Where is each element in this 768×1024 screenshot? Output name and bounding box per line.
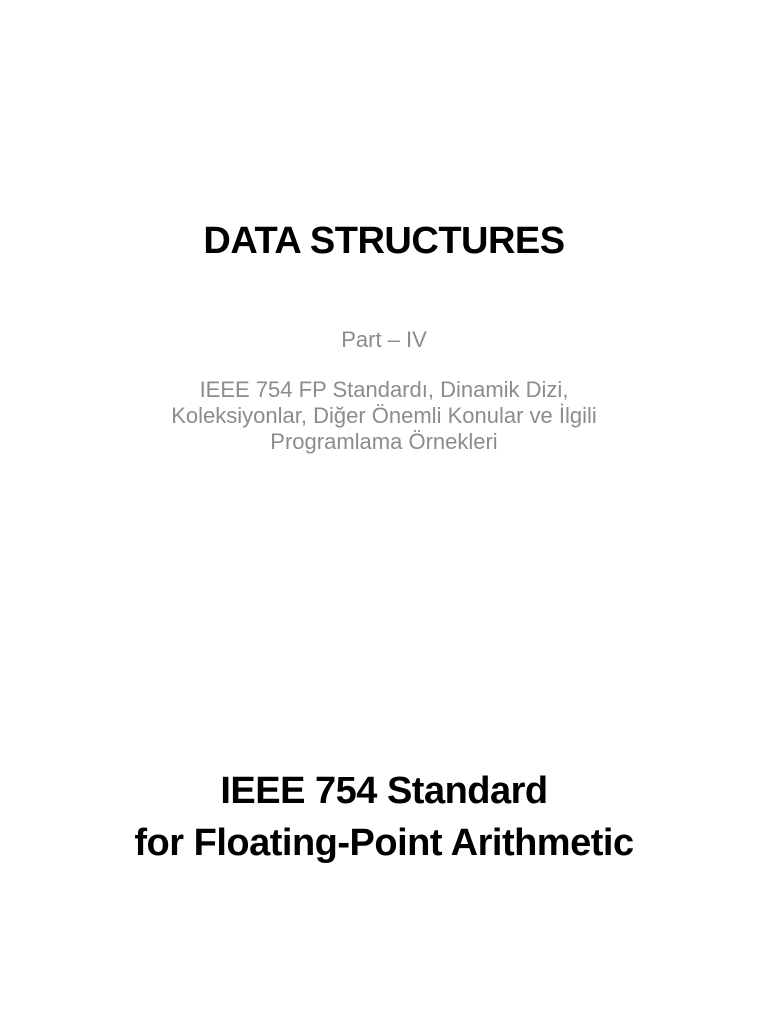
subtitle-line: IEEE 754 FP Standardı, Dinamik Dizi, xyxy=(199,377,569,402)
slide-subtitle xyxy=(84,377,684,455)
title-slide xyxy=(0,215,768,455)
section-title xyxy=(0,765,768,869)
section-title-line: IEEE 754 Standard xyxy=(220,770,548,812)
section-title-line: for Floating-Point Arithmetic xyxy=(134,822,634,864)
part-label: Part – IV xyxy=(341,327,427,352)
subtitle-line: Koleksiyonlar, Diğer Önemli Konular ve İlgili xyxy=(171,403,597,428)
section-slide xyxy=(0,765,768,869)
subtitle-line: Programlama Örnekleri xyxy=(270,429,498,454)
slide-title: DATA STRUCTURES xyxy=(203,220,565,262)
